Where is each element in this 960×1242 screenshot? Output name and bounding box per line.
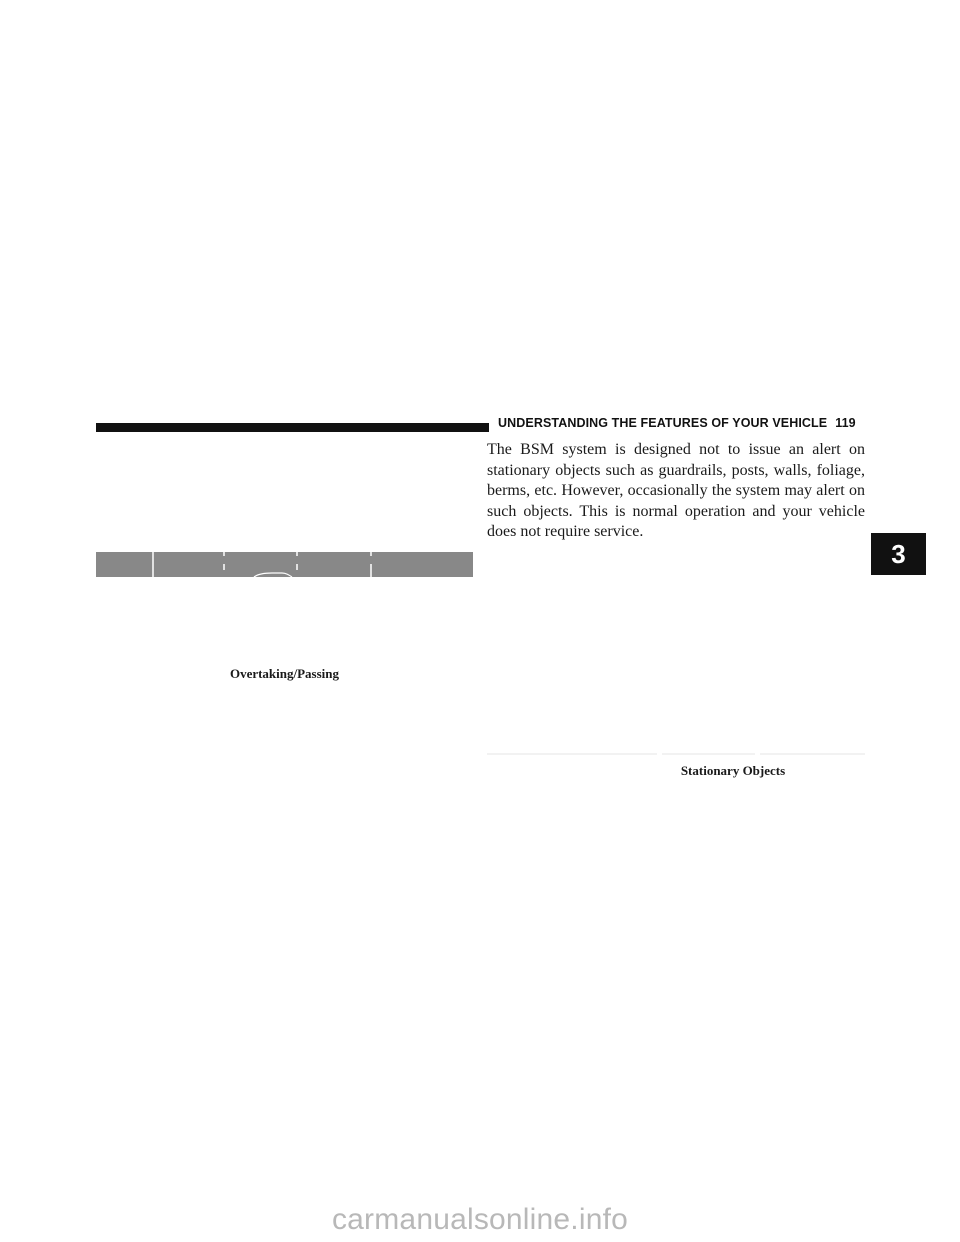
section-title: UNDERSTANDING THE FEATURES OF YOUR VEHICLE	[498, 416, 828, 430]
running-header	[498, 416, 856, 430]
header-rule	[96, 423, 489, 432]
chapter-tab: 3	[871, 533, 926, 575]
page-number: 119	[835, 416, 856, 430]
figure-caption-overtaking: Overtaking/Passing	[229, 666, 340, 681]
body-paragraph: The BSM system is designed not to issue an alert on stationary objects such as guardrails, posts, walls, foliage, berms, etc. However, occasionally the system may alert on such objects. This is normal operation and your vehicle does not require service.	[487, 441, 865, 540]
figure-caption-stationary: Stationary Objects	[680, 763, 786, 778]
stationary-objects-illustration	[487, 745, 865, 761]
watermark: carmanualsonline.info	[331, 1203, 629, 1236]
overtaking-passing-illustration	[96, 552, 473, 642]
